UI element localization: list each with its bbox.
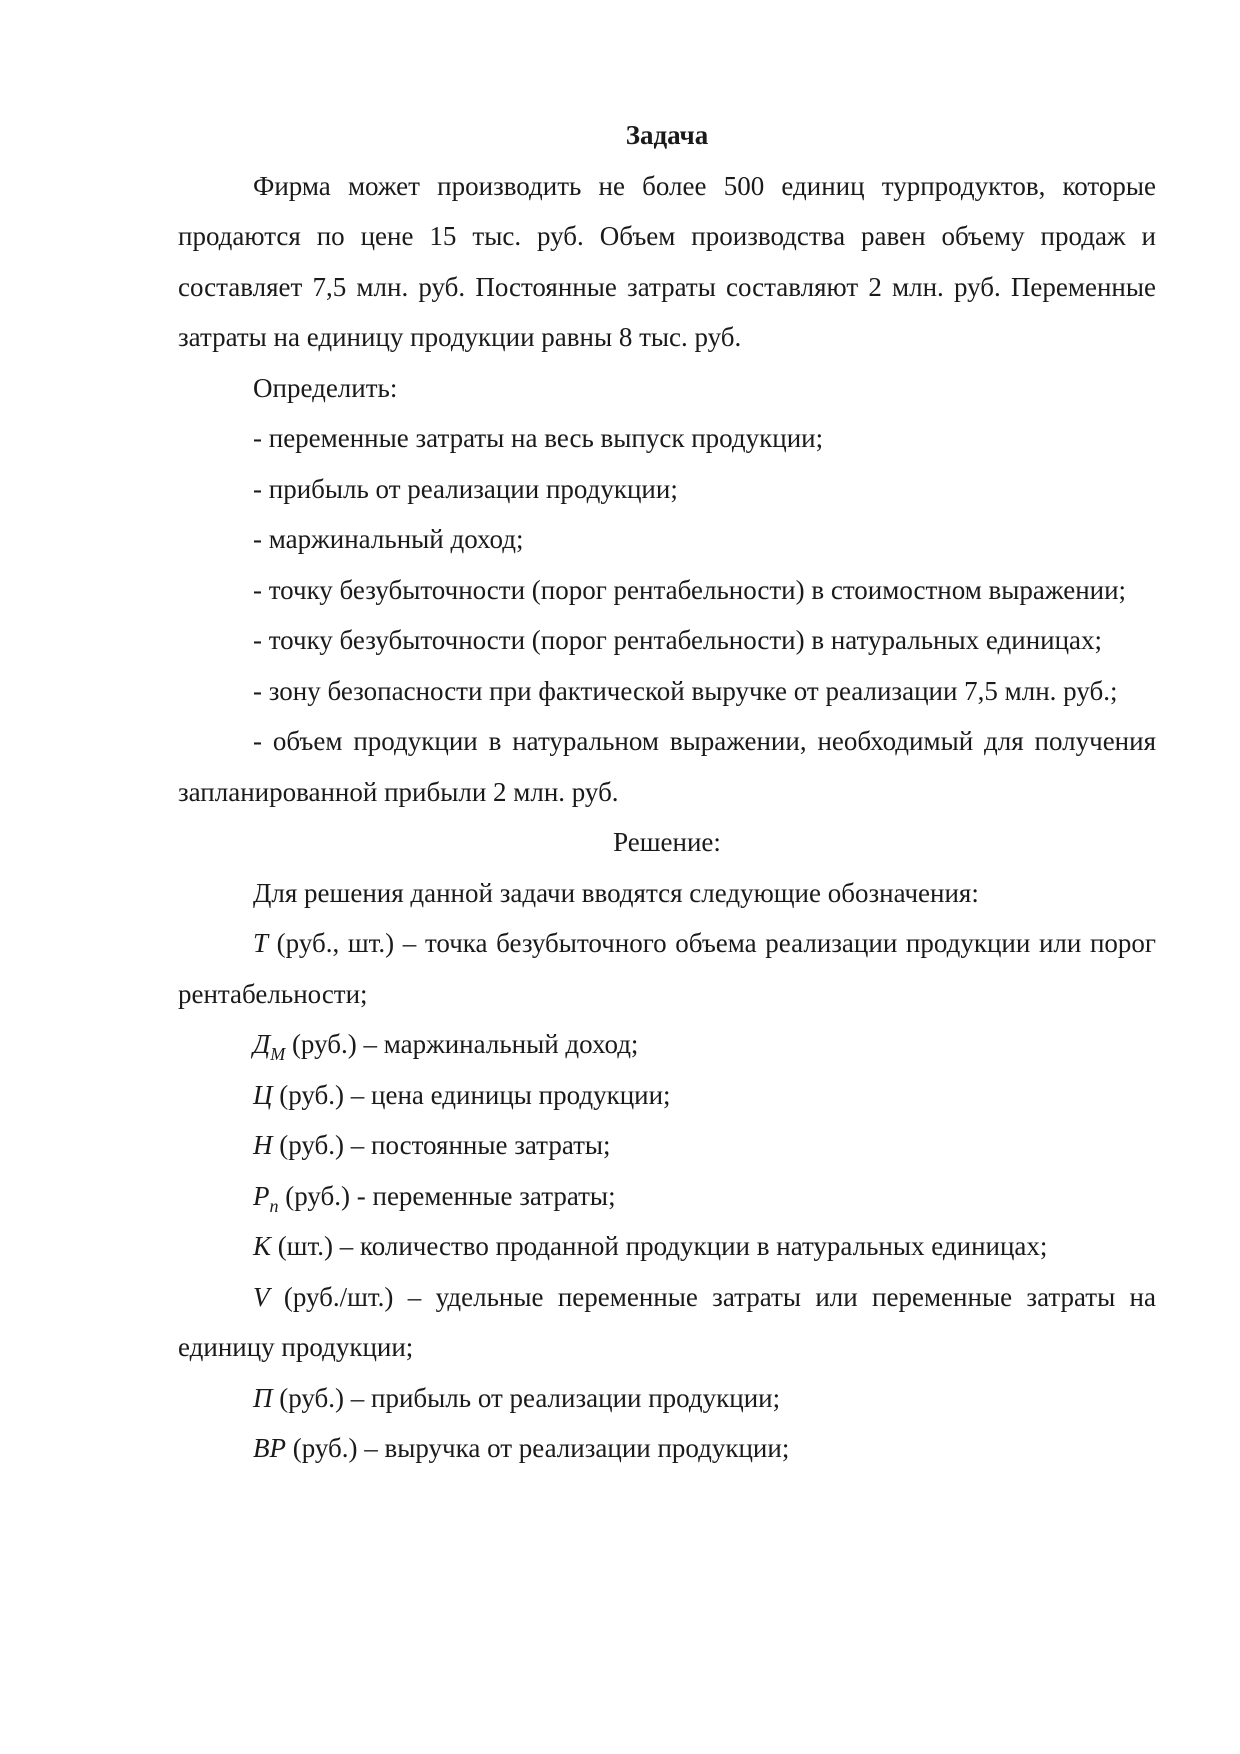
notation-item bbox=[178, 1019, 1156, 1070]
notation-item bbox=[178, 1171, 1156, 1222]
notation-description: (руб.) – прибыль от реализации продукции; bbox=[272, 1382, 781, 1413]
notation-description: (руб./шт.) – удельные переменные затраты или переменные затраты на единицу продукции; bbox=[178, 1281, 1156, 1362]
task-item: - маржинальный доход; bbox=[253, 524, 524, 554]
task-item: - переменные затраты на весь выпуск продукции; bbox=[253, 423, 824, 453]
notation-symbol: V bbox=[253, 1281, 270, 1312]
notation-subscript: М bbox=[270, 1044, 286, 1064]
notation-subscript: n bbox=[269, 1195, 279, 1216]
determine-label: Определить: bbox=[253, 372, 398, 403]
notation-description: (руб.) - переменные затраты; bbox=[278, 1180, 616, 1211]
notation-item bbox=[178, 918, 1156, 1019]
notation-item bbox=[178, 1221, 1156, 1272]
notation-symbol: ВР bbox=[253, 1433, 286, 1463]
notation-symbol: К bbox=[253, 1231, 271, 1261]
task-item: - зону безопасности при фактической выручке от реализации 7,5 млн. руб.; bbox=[253, 675, 1118, 706]
notation-description: (шт.) – количество проданной продукции в натуральных единицах; bbox=[270, 1231, 1048, 1261]
notation-symbol: Ц bbox=[253, 1079, 273, 1110]
page-title: Задача bbox=[625, 120, 709, 150]
notation-symbol: P bbox=[253, 1180, 270, 1211]
notation-description: (руб.) – маржинальный доход; bbox=[285, 1029, 639, 1059]
notation-item bbox=[178, 1423, 1156, 1474]
notation-description: (руб.) – выручка от реализации продукции; bbox=[286, 1433, 790, 1463]
task-item: - прибыль от реализации продукции; bbox=[253, 473, 678, 504]
notation-symbol: Н bbox=[253, 1130, 273, 1160]
notation-item bbox=[178, 1070, 1156, 1121]
notation-item bbox=[178, 1373, 1156, 1424]
notation-description: (руб.) – цена единицы продукции; bbox=[272, 1079, 671, 1110]
notation-symbol: T bbox=[253, 928, 269, 958]
task-item: - точку безубыточности (порог рентабельности) в натуральных единицах; bbox=[253, 625, 1103, 655]
notation-item bbox=[178, 1272, 1156, 1373]
notation-item bbox=[178, 1120, 1156, 1171]
notation-symbol: П bbox=[253, 1382, 273, 1413]
task-item: - объем продукции в натуральном выражении, необходимый для получения запланированной прибыли 2 млн. руб. bbox=[178, 726, 1156, 807]
notation-symbol: Д bbox=[253, 1029, 271, 1059]
document-body bbox=[178, 110, 1156, 1474]
solution-heading: Решение: bbox=[613, 827, 721, 857]
notation-description: (руб., шт.) – точка безубыточного объема реализации продукции или порог рентабельности; bbox=[178, 928, 1156, 1009]
task-item: - точку безубыточности (порог рентабельности) в стоимостном выражении; bbox=[253, 574, 1127, 605]
notation-intro: Для решения данной задачи вводятся следующие обозначения: bbox=[253, 877, 979, 908]
problem-condition: Фирма может производить не более 500 единиц турпродуктов, которые продаются по цене 15 тыс. руб. Объем производства равен объему продаж и составляет 7,5 млн. руб. Постоянные затраты составляют 2 млн. руб. Переменные затраты на единицу продукции равны 8 тыс. руб. bbox=[178, 170, 1156, 352]
notation-description: (руб.) – постоянные затраты; bbox=[272, 1130, 611, 1160]
